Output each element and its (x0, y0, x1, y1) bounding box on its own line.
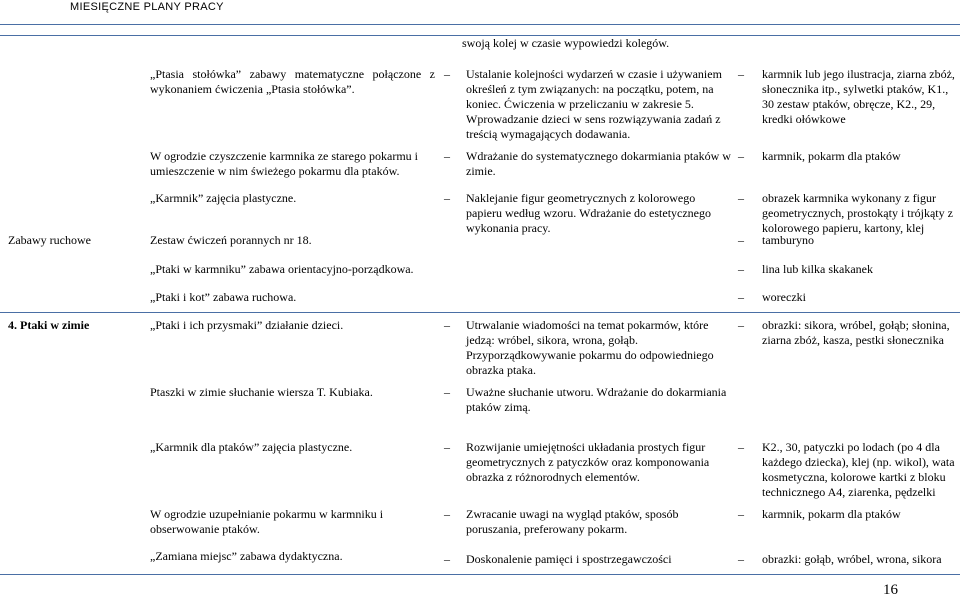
row6-activity: „Ptaki i kot” zabawa ruchowa. (150, 290, 297, 304)
row9-goal-dash: – (444, 440, 450, 454)
row5-activity: „Ptaki w karmniku” zabawa orientacyjno-porządkowa. (150, 262, 414, 276)
row7-mat-dash: – (738, 318, 744, 332)
row2-goal-dash: – (444, 149, 450, 163)
row1-mat-dash: – (738, 67, 744, 81)
header-rule (0, 24, 960, 25)
row7-topic: 4. Ptaki w zimie (8, 318, 90, 332)
row2-activity: W ogrodzie czyszczenie karmnika ze starego pokarmu i umieszczenie w nim świeżego pokarmu dla ptaków. (150, 149, 418, 178)
row4-activity: Zestaw ćwiczeń porannych nr 18. (150, 233, 312, 247)
row11-goal-dash: – (444, 552, 450, 566)
row2-mat-dash: – (738, 149, 744, 163)
row7-activity: „Ptaki i ich przysmaki” działanie dzieci. (150, 318, 344, 332)
row1-goal: Ustalanie kolejności wydarzeń w czasie i używaniem określeń z tym związanych: na początku, potem, na koniec. Ćwiczenia w przeliczaniu w zakresie 5. Wprowadzanie dzieci w sens rozwiązywania zadań z treścią wymagających dodawania. (466, 67, 722, 141)
row8-goal: Uważne słuchanie utworu. Wdrażanie do dokarmiania ptaków zimą. (466, 385, 727, 414)
row9-goal: Rozwijanie umiejętności układania prostych figur geometrycznych z patyczków oraz komponowania obrazka z różnorodnych elementów. (466, 440, 710, 484)
row9-materials: K2., 30, patyczki po lodach (po 4 dla każdego dziecka), klej (np. wikol), wata kosmetyczna, kolorowe kartki z bloku technicznego A4, ziarenka, pędzelki (762, 440, 955, 499)
row4-materials: tamburyno (762, 233, 814, 247)
row11-goal: Doskonalenie pamięci i spostrzegawczości (466, 552, 672, 566)
row7-goal-dash: – (444, 318, 450, 332)
row2-materials: karmnik, pokarm dla ptaków (762, 149, 901, 163)
row9-mat-dash: – (738, 440, 744, 454)
row3-mat-dash: – (738, 191, 744, 205)
row11-mat-dash: – (738, 552, 744, 566)
row1-goal-dash: – (444, 67, 450, 81)
row11-materials: obrazki: gołąb, wróbel, wrona, sikora (762, 552, 942, 566)
row3-goal-dash: – (444, 191, 450, 205)
row11-activity: „Zamiana miejsc” zabawa dydaktyczna. (150, 549, 343, 563)
row10-goal: Zwracanie uwagi na wygląd ptaków, sposób poruszania, preferowany pokarm. (466, 507, 679, 536)
row8-goal-dash: – (444, 385, 450, 399)
row5-materials: lina lub kilka skakanek (762, 262, 873, 276)
continued-text: swoją kolej w czasie wypowiedzi kolegów. (462, 36, 670, 50)
row9-activity: „Karmnik dla ptaków” zajęcia plastyczne. (150, 440, 353, 454)
row4-label: Zabawy ruchowe (8, 233, 91, 247)
row6-mat-dash: – (738, 290, 744, 304)
row1-activity: „Ptasia stołówka” zabawy matematyczne połączone z wykonaniem ćwiczenia „Ptasia stołówka”. (150, 67, 435, 96)
row10-activity: W ogrodzie uzupełnianie pokarmu w karmniku i obserwowanie ptaków. (150, 507, 384, 536)
page-number: 16 (883, 582, 898, 598)
row3-goal: Naklejanie figur geometrycznych z kolorowego papieru według wzoru. Wdrażanie do estetycznego wykonania pracy. (466, 191, 712, 235)
table-bottom-rule (0, 574, 960, 575)
row3-activity: „Karmnik” zajęcia plastyczne. (150, 191, 297, 205)
row5-mat-dash: – (738, 262, 744, 276)
row10-mat-dash: – (738, 507, 744, 521)
row3-materials: obrazek karmnika wykonany z figur geometrycznych, prostokąty i trójkąty z kolorowego papieru, kartony, klej (762, 191, 953, 235)
row1-materials: karmnik lub jego ilustracja, ziarna zbóż, słonecznika itp., sylwetki ptaków, K1., 30 zestaw ptaków, obręcze, K2., 29, kredki ołówkowe (762, 67, 955, 126)
page-header: MIESIĘCZNE PLANY PRACY (70, 1, 224, 13)
row2-goal: Wdrażanie do systematycznego dokarmiania ptaków w zimie. (466, 149, 731, 178)
row10-materials: karmnik, pokarm dla ptaków (762, 507, 901, 521)
row4-mat-dash: – (738, 233, 744, 247)
section-rule (0, 312, 960, 313)
row7-materials: obrazki: sikora, wróbel, gołąb; słonina, ziarna zbóż, kasza, pestki słonecznika (762, 318, 950, 347)
row8-activity: Ptaszki w zimie słuchanie wiersza T. Kubiaka. (150, 385, 373, 399)
row10-goal-dash: – (444, 507, 450, 521)
row6-materials: woreczki (762, 290, 806, 304)
row7-goal: Utrwalanie wiadomości na temat pokarmów, które jedzą: wróbel, sikora, wrona, gołąb. Przyporządkowywanie pokarmu do odpowiedniego obrazka ptaka. (466, 318, 714, 377)
